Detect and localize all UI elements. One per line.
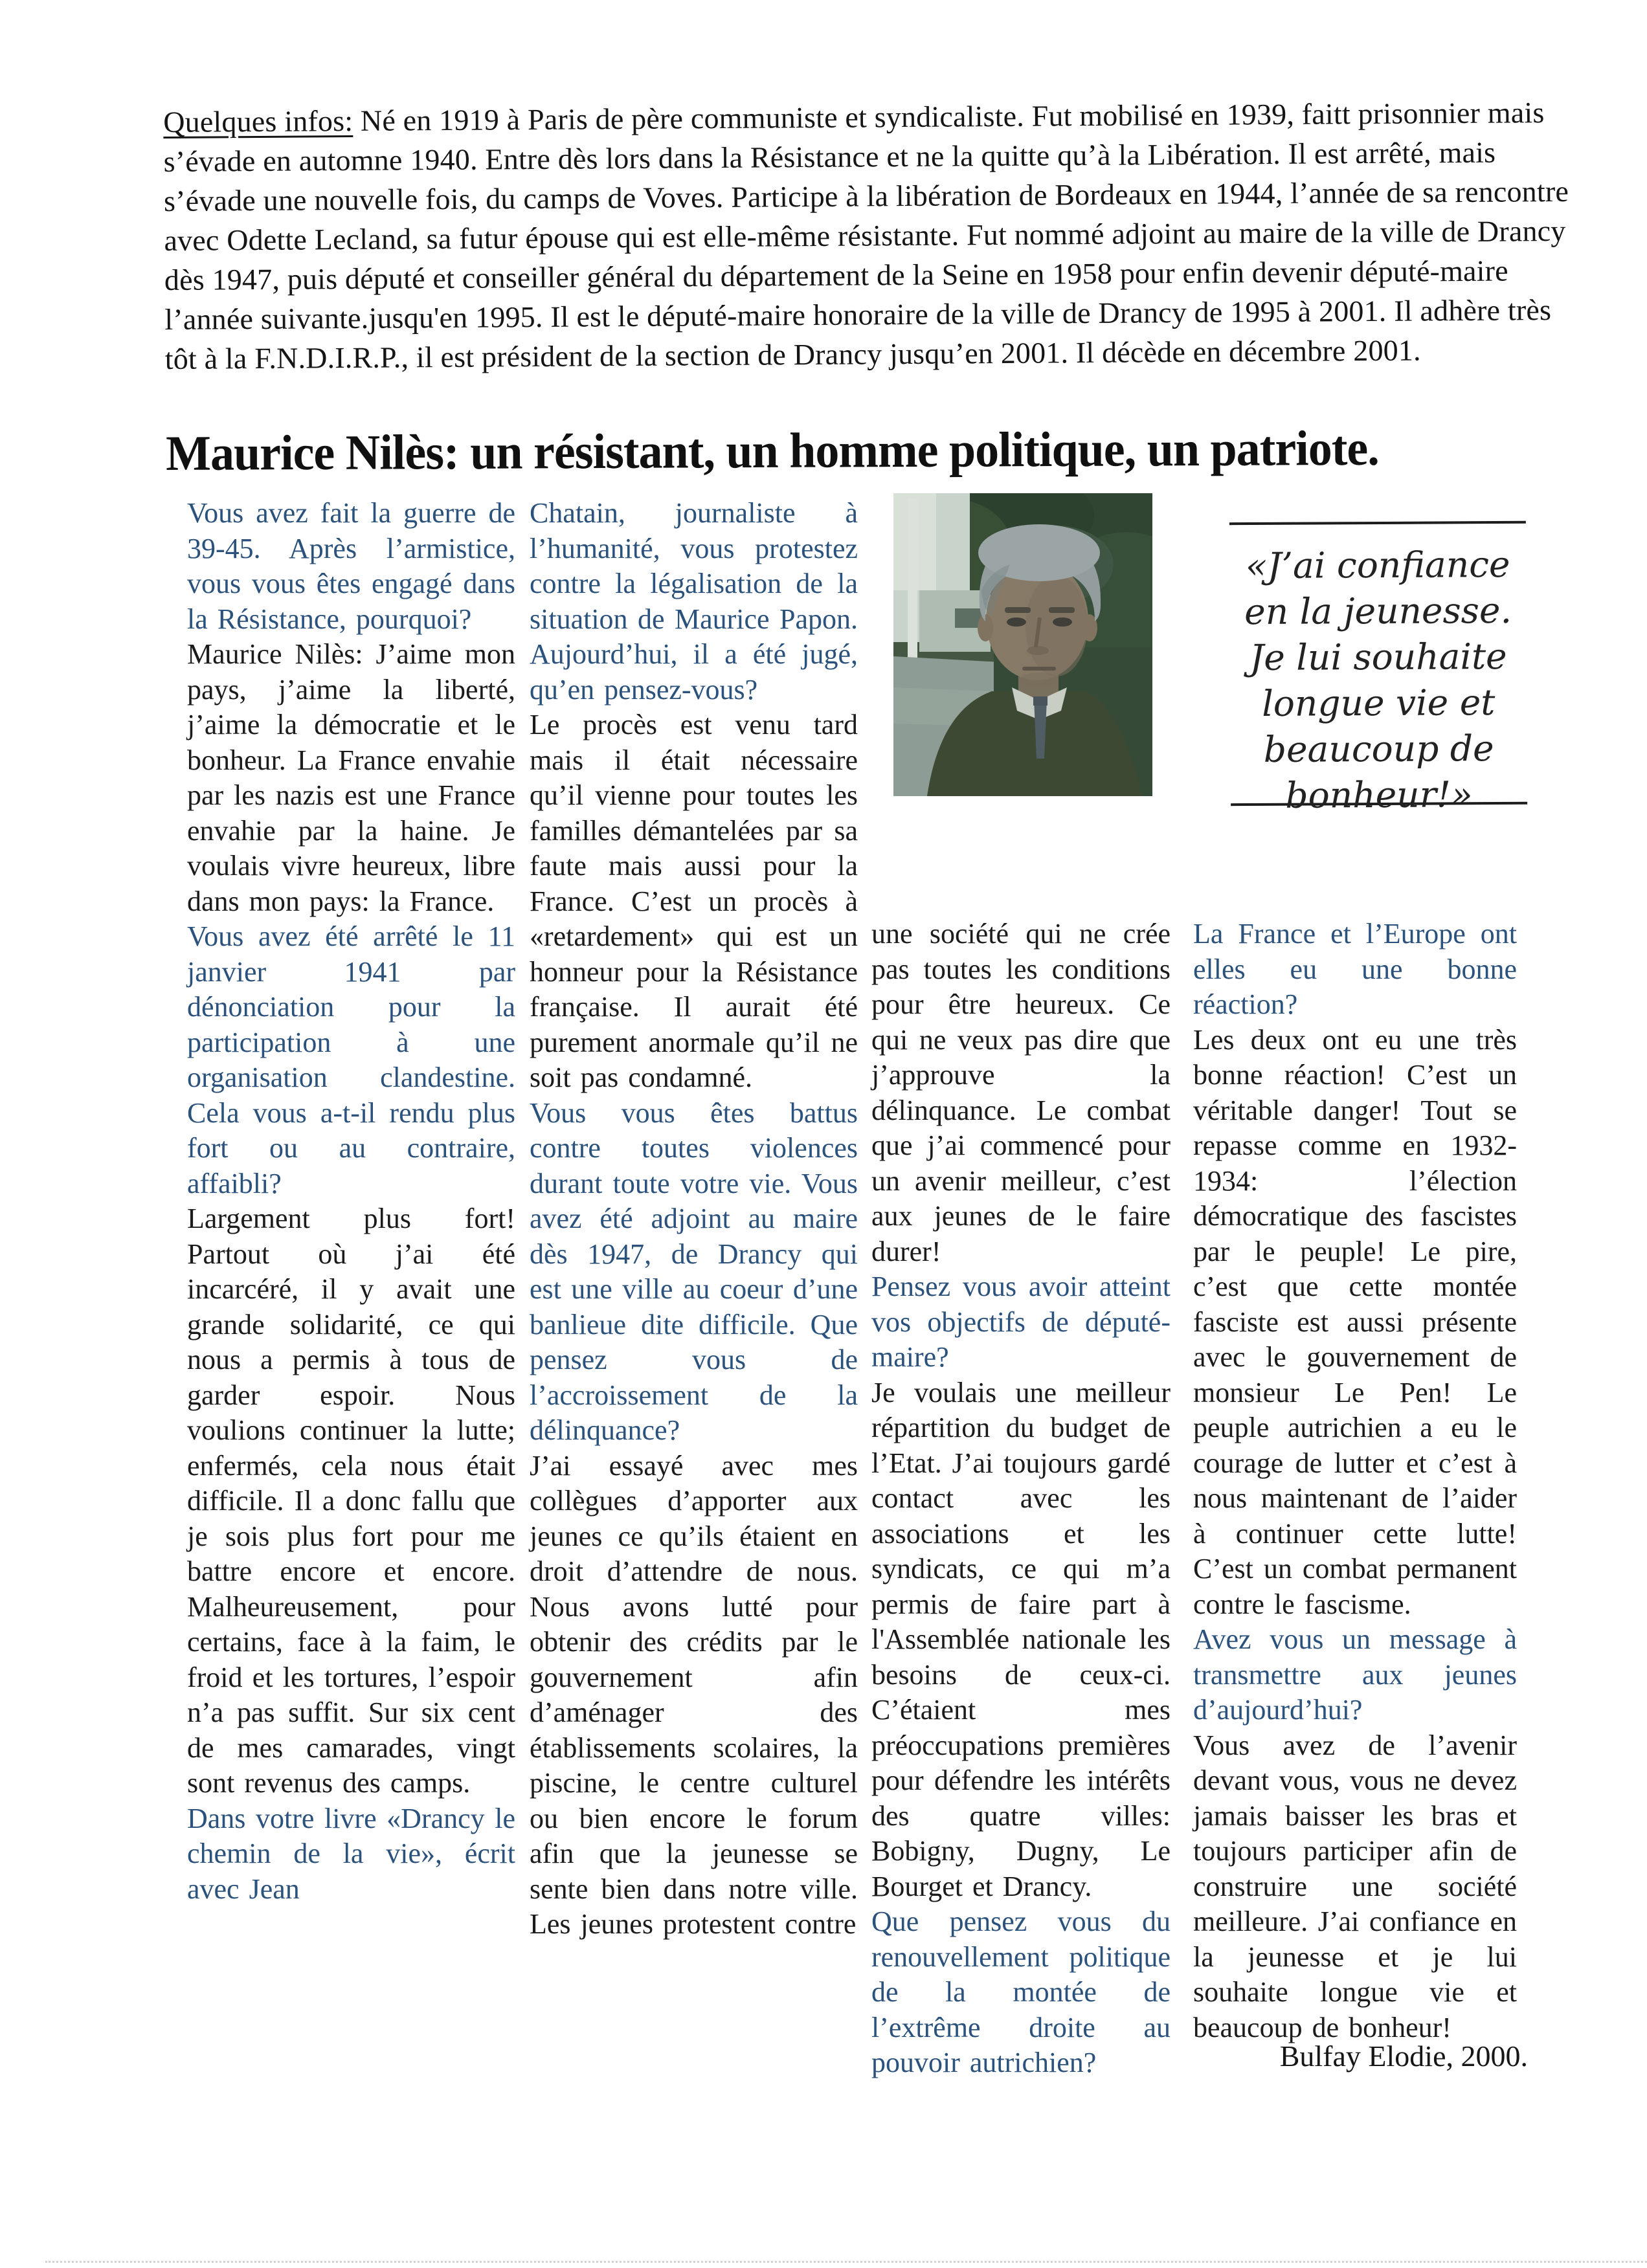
interview-answer: Maurice Nilès: J’aime mon pays, j’aime la liberté, j’aime la démocratie et le bonheur. La France envahie par les nazis est une France envahie par la haine. Je voulais vivre heureux, libre dans mon pays: la France. — [187, 638, 515, 917]
intro-text: Né en 1919 à Paris de père communiste et syndicaliste. Fut mobilisé en 1939, faitt prisonnier mais s’évade en automne 1940. Entre dès lors dans la Résistance et ne la quitte qu’à la Libération. Il est arrêté, mais s’évade une nouvelle fois, du camps de Voves. Participe à la libération de Bordeaux en 1944, l’année de sa rencontre avec Odette Lecland, sa futur épouse qui est elle-même résistante. Fut nommé adjoint au maire de la ville de Drancy dès 1947, puis député et conseiller général du département de la Seine en 1958 pour enfin devenir député-maire l’année suivante.jusqu'en 1995. Il est le député-maire honoraire de la ville de Drancy de 1995 à 2001. Il adhère très tôt à la F.N.D.I.R.P., il est président de la section de Drancy jusqu’en 2001. Il décède en décembre 2001. — [163, 96, 1569, 375]
interview-column-3 — [871, 917, 1171, 2081]
author-signature: Bulfay Elodie, 2000. — [1279, 2040, 1528, 2073]
portrait-photo-graphic — [893, 493, 1152, 796]
page-title: Maurice Nilès: un résistant, un homme politique, un patriote. — [166, 419, 1379, 481]
pull-quote-box — [1229, 521, 1527, 816]
interview-question: Pensez vous avoir atteint vos objectifs de député-maire? — [871, 1271, 1171, 1373]
interview-question: Chatain, journaliste à l’humanité, vous protestez contre la légalisation de la situation de Maurice Papon. Aujourd’hui, il a été jugé, qu’en pensez-vous? — [530, 497, 858, 706]
interview-question: Avez vous un message à transmettre aux jeunes d’aujourd’hui? — [1193, 1623, 1517, 1726]
interview-question: Vous vous êtes battus contre toutes violences durant toute votre vie. Vous avez été adjoint au maire dès 1947, de Drancy qui est une ville au coeur d’une banlieue dite difficile. Que pensez vous de l’accroissement de la délinquance? — [530, 1096, 858, 1446]
interview-answer: J’ai essayé avec mes collègues d’apporter aux jeunes ce qu’ils étaient en droit d’attendre de nous. Nous avons lutté pour obtenir des crédits par le gouvernement afin d’aménager des établissements scolaires, la piscine, le centre culturel ou bien encore le forum afin que la jeunesse se sente bien dans notre ville. Les jeunes protestent contre — [530, 1449, 858, 1940]
interview-column-1 — [187, 496, 515, 1907]
pull-quote-text: «J’ai confiance en la jeunesse. Je lui souhaite longue vie et beaucoup de bonheur!» — [1244, 543, 1512, 816]
interview-column-2 — [530, 496, 858, 1942]
interview-question: Vous avez fait la guerre de 39-45. Après l’armistice, vous vous êtes engagé dans la Résistance, pourquoi? — [187, 497, 515, 635]
interview-answer: Le procès est venu tard mais il était nécessaire qu’il vienne pour toutes les familles démantelées par sa faute mais aussi pour la France. C’est un procès à «retardement» qui est un honneur pour la Résistance française. Il aurait été purement anormale qu’il ne soit pas condamné. — [530, 709, 858, 1093]
interview-answer: Je voulais une meilleur répartition du budget de l’Etat. J’ai toujours gardé contact avec les associations et les syndicats, ce qui m’a permis de faire part à l'Assemblée nationale les besoins de ceux-ci. C’étaient mes préoccupations premières pour défendre les intérêts des quatre villes: Bobigny, Dugny, Le Bourget et Drancy. — [871, 1376, 1171, 1902]
interview-answer: Vous avez de l’avenir devant vous, vous ne devez jamais baisser les bras et toujours participer afin de construire une société meilleure. J’ai confiance en la jeunesse et je lui souhaite longue vie et beaucoup de bonheur! — [1193, 1729, 1517, 2043]
portrait-photo — [893, 493, 1152, 796]
interview-question: La France et l’Europe ont elles eu une bonne réaction? — [1193, 918, 1517, 1020]
interview-answer: Largement plus fort! Partout où j’ai été incarcéré, il y avait une grande solidarité, ce qui nous a permis à tous de garder espoir. Nous voulions continuer la lutte; enfermés, cela nous était difficile. Il a donc fallu que je sois plus fort pour me battre encore et encore. Malheureusement, pour certains, face à la faim, le froid et les tortures, l’espoir n’a pas suffit. Sur six cent de mes camarades, vingt sont revenus des camps. — [187, 1203, 515, 1799]
scan-edge-artifact — [45, 2261, 1647, 2263]
intro-paragraph — [163, 93, 1580, 379]
intro-label: Quelques infos: — [163, 104, 353, 139]
interview-column-4 — [1193, 917, 1517, 2045]
interview-answer: une société qui ne crée pas toutes les conditions pour être heureux. Ce qui ne veux pas dire que j’approuve la délinquance. Le combat que j’ai commencé pour un avenir meilleur, c’est aux jeunes de le faire durer! — [871, 918, 1171, 1267]
interview-question: Que pensez vous du renouvellement politique de la montée de l’extrême droite au pouvoir autrichien? — [871, 1906, 1171, 2078]
interview-question: Dans votre livre «Drancy le chemin de la vie», écrit avec Jean — [187, 1802, 515, 1905]
interview-question: Vous avez été arrêté le 11 janvier 1941 par dénonciation pour la participation à une organisation clandestine. Cela vous a-t-il rendu plus fort ou au contraire, affaibli? — [187, 920, 515, 1199]
interview-answer: Les deux ont eu une très bonne réaction! C’est un véritable danger! Tout se repasse comme en 1932-1934: l’élection démocratique des fascistes par le peuple! Le pire, c’est que cette montée fasciste est aussi présente avec le gouvernement de monsieur Le Pen! Le peuple autrichien a eu le courage de lutter et c’est à nous maintenant de l’aider à continuer cette lutte! C’est un combat permanent contre le fascisme. — [1193, 1023, 1517, 1620]
